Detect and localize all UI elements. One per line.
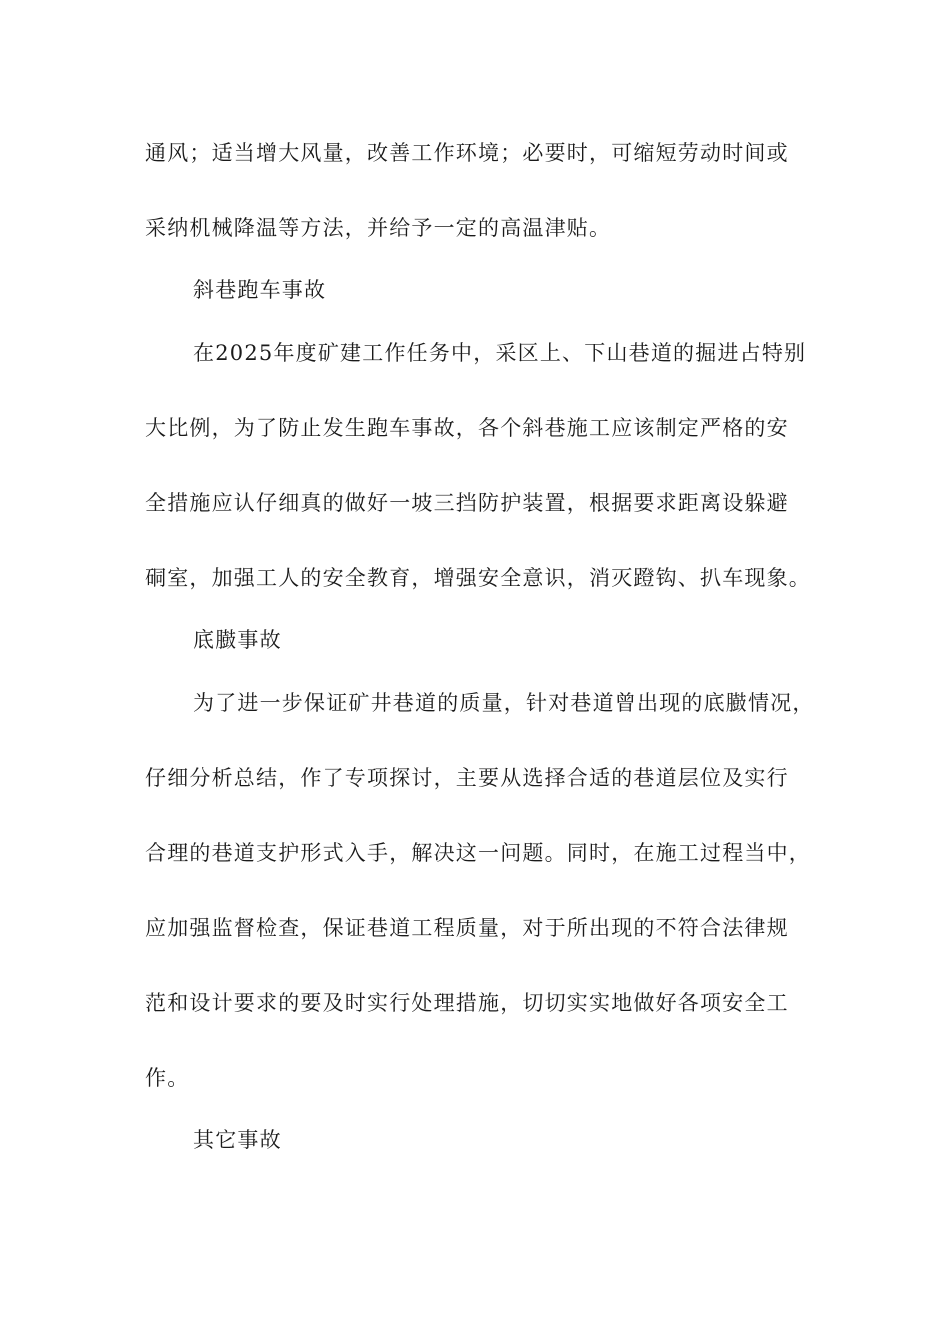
body-text-line: 范和设计要求的要及时实行处理措施，切切实实地做好各项安全工 [145, 991, 789, 1015]
body-text-line: 为了进一步保证矿井巷道的质量，针对巷道曾出现的底臌情况， [193, 691, 815, 715]
section-heading-other-accidents: 其它事故 [193, 1128, 282, 1152]
body-text-line: 应加强监督检查，保证巷道工程质量，对于所出现的不符合法律规 [145, 916, 789, 940]
body-text-line: 硐室，加强工人的安全教育，增强安全意识，消灭蹬钩、扒车现象。 [145, 566, 811, 590]
body-text-line: 作。 [145, 1066, 190, 1090]
body-text-line: 合理的巷道支护形式入手，解决这一问题。同时，在施工过程当中， [145, 841, 811, 865]
body-text-line: 通风；适当增大风量，改善工作环境；必要时，可缩短劳动时间或 [145, 141, 789, 165]
body-text-line: 在2025年度矿建工作任务中，采区上、下山巷道的掘进占特别 [193, 341, 807, 365]
body-text-line: 仔细分析总结，作了专项探讨，主要从选择合适的巷道层位及实行 [145, 766, 789, 790]
body-text-line: 全措施应认仔细真的做好一坡三挡防护装置，根据要求距离设躲避 [145, 491, 789, 515]
body-text-line: 采纳机械降温等方法，并给予一定的高温津贴。 [145, 216, 612, 240]
section-heading-slope-runaway: 斜巷跑车事故 [193, 278, 327, 302]
section-heading-floor-heave: 底臌事故 [193, 628, 282, 652]
body-text-line: 大比例，为了防止发生跑车事故，各个斜巷施工应该制定严格的安 [145, 416, 789, 440]
